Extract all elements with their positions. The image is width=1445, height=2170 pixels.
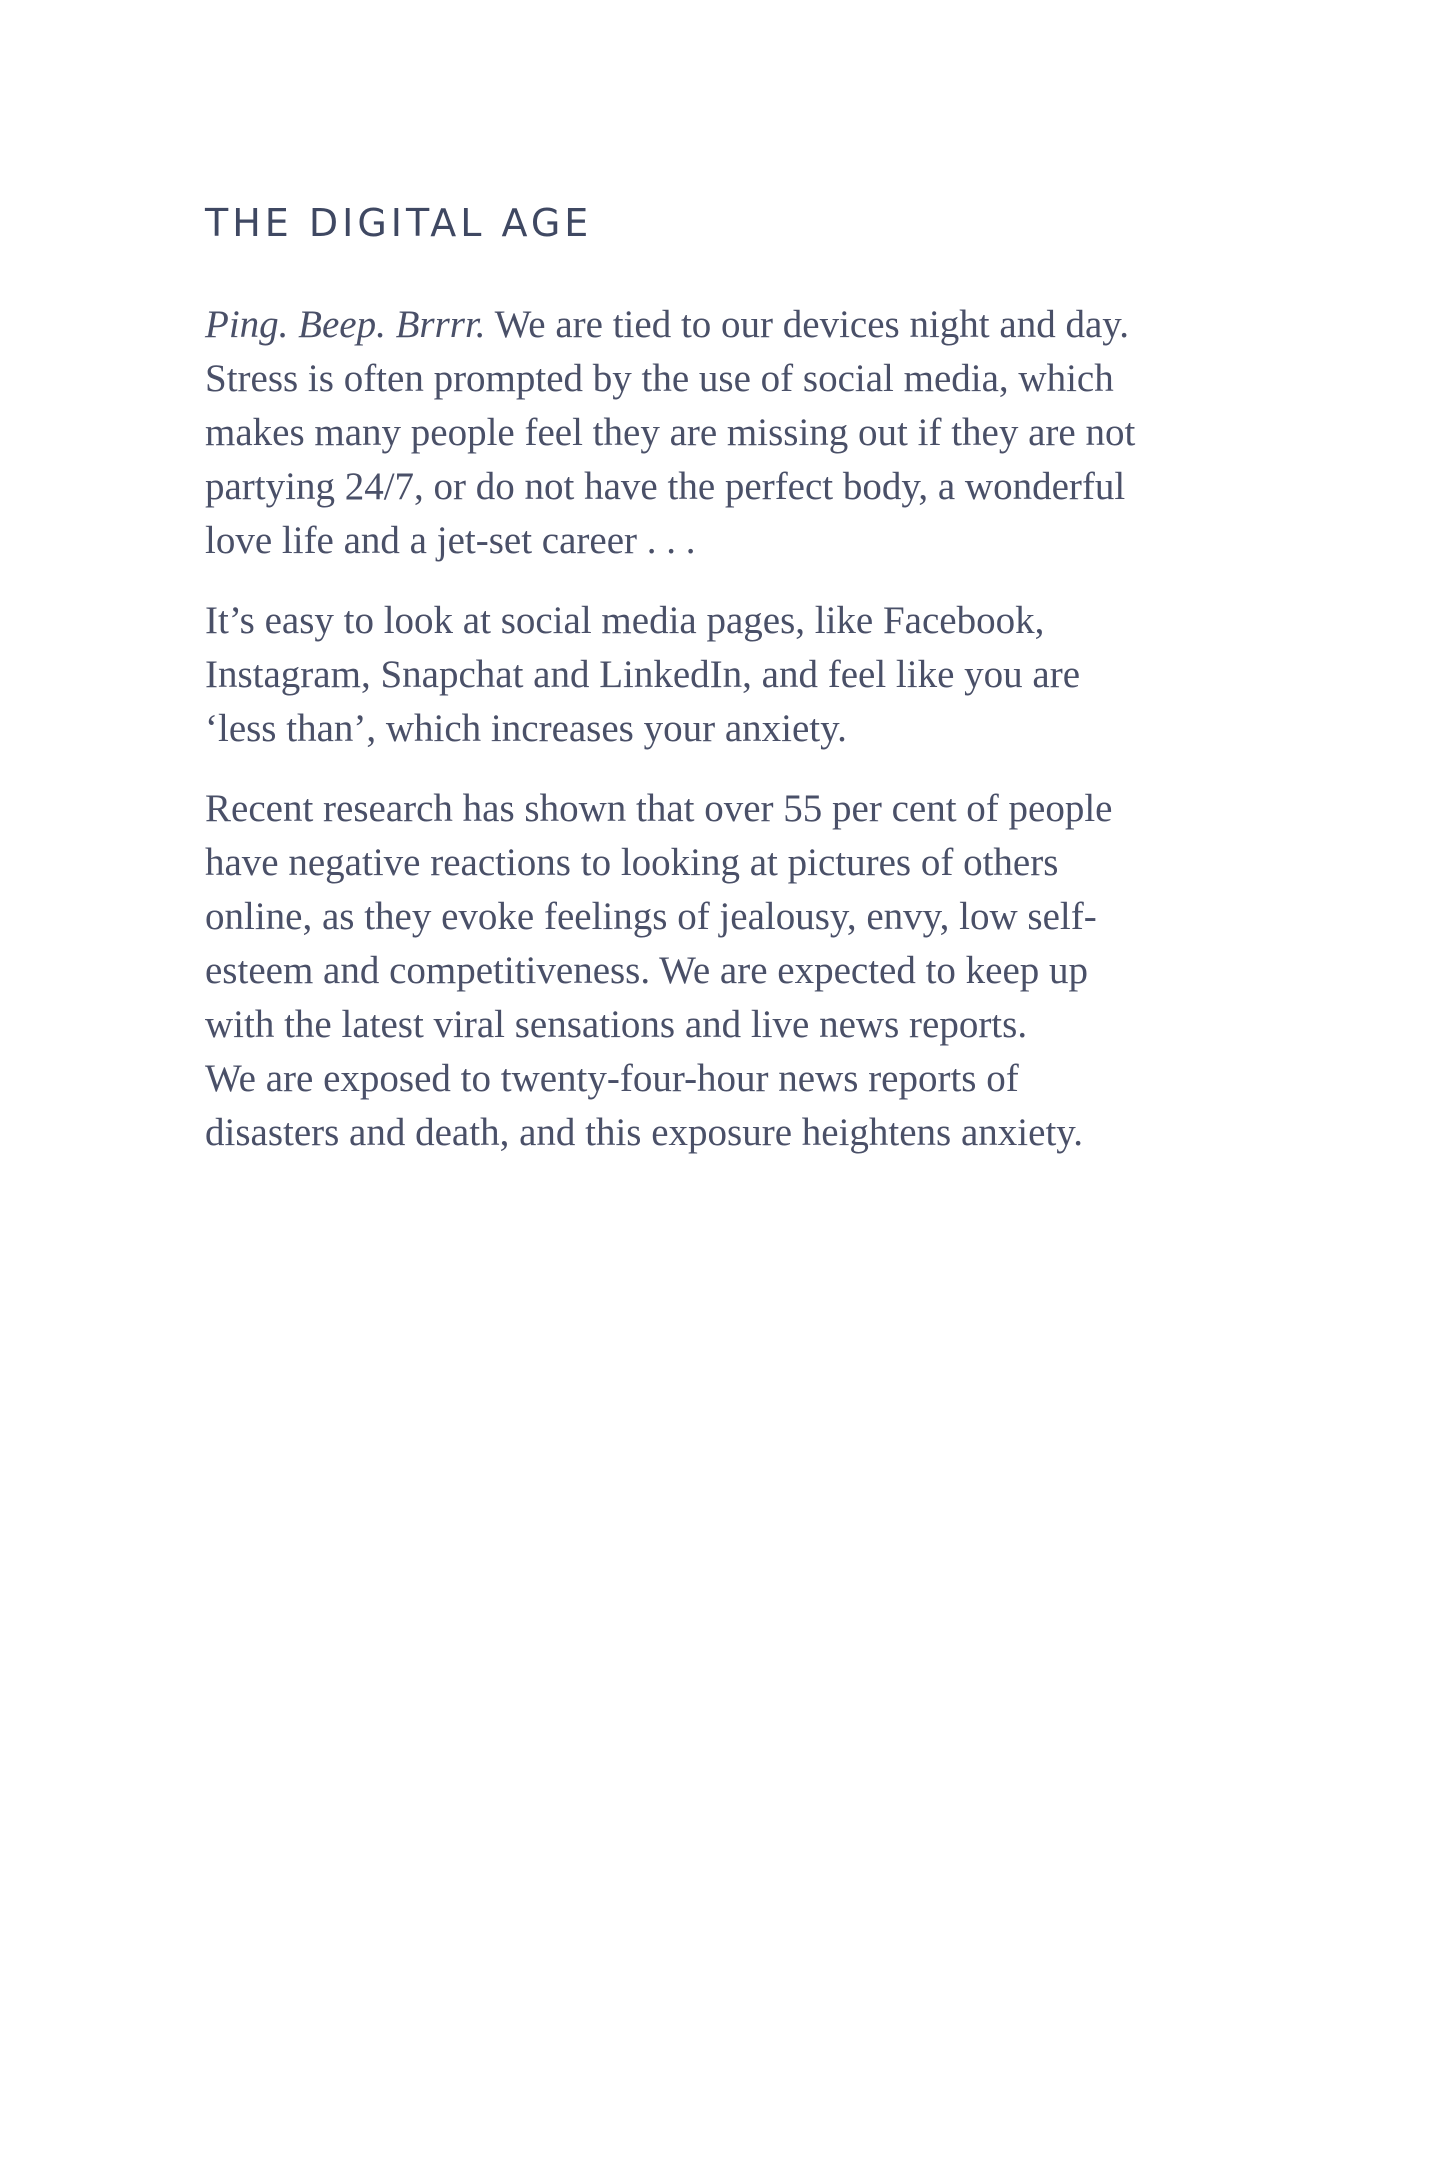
paragraph-1 — [205, 298, 1245, 568]
text-line: esteem and competitiveness. We are expected to keep up — [205, 949, 1089, 992]
text-line: partying 24/7, or do not have the perfect body, a wonderful — [205, 465, 1126, 508]
text-line: disasters and death, and this exposure heightens anxiety. — [205, 1111, 1083, 1154]
italic-sound-words: Ping. Beep. Brrrr. — [205, 303, 486, 346]
text-line: makes many people feel they are missing out if they are not — [205, 411, 1136, 454]
text-line: have negative reactions to looking at pictures of others — [205, 841, 1059, 884]
text-line: with the latest viral sensations and live news reports. — [205, 1003, 1028, 1046]
text-line: We are exposed to twenty-four-hour news reports of — [205, 1057, 1019, 1100]
text-line: online, as they evoke feelings of jealousy, envy, low self- — [205, 895, 1097, 938]
text-line: Instagram, Snapchat and LinkedIn, and feel like you are — [205, 653, 1081, 696]
text-line-rest: We are tied to our devices night and day. — [485, 303, 1129, 346]
text-line: Stress is often prompted by the use of social media, which — [205, 357, 1114, 400]
text-line: ‘less than’, which increases your anxiety. — [205, 707, 847, 750]
paragraph-2 — [205, 594, 1245, 756]
paragraph-3 — [205, 782, 1245, 1160]
text-line: Recent research has shown that over 55 per cent of people — [205, 787, 1113, 830]
page-heading: THE DIGITAL AGE — [205, 201, 593, 245]
text-line: love life and a jet-set career . . . — [205, 519, 696, 562]
page-content — [205, 198, 1245, 1186]
text-line — [205, 298, 1245, 352]
text-line: It’s easy to look at social media pages, like Facebook, — [205, 599, 1045, 642]
